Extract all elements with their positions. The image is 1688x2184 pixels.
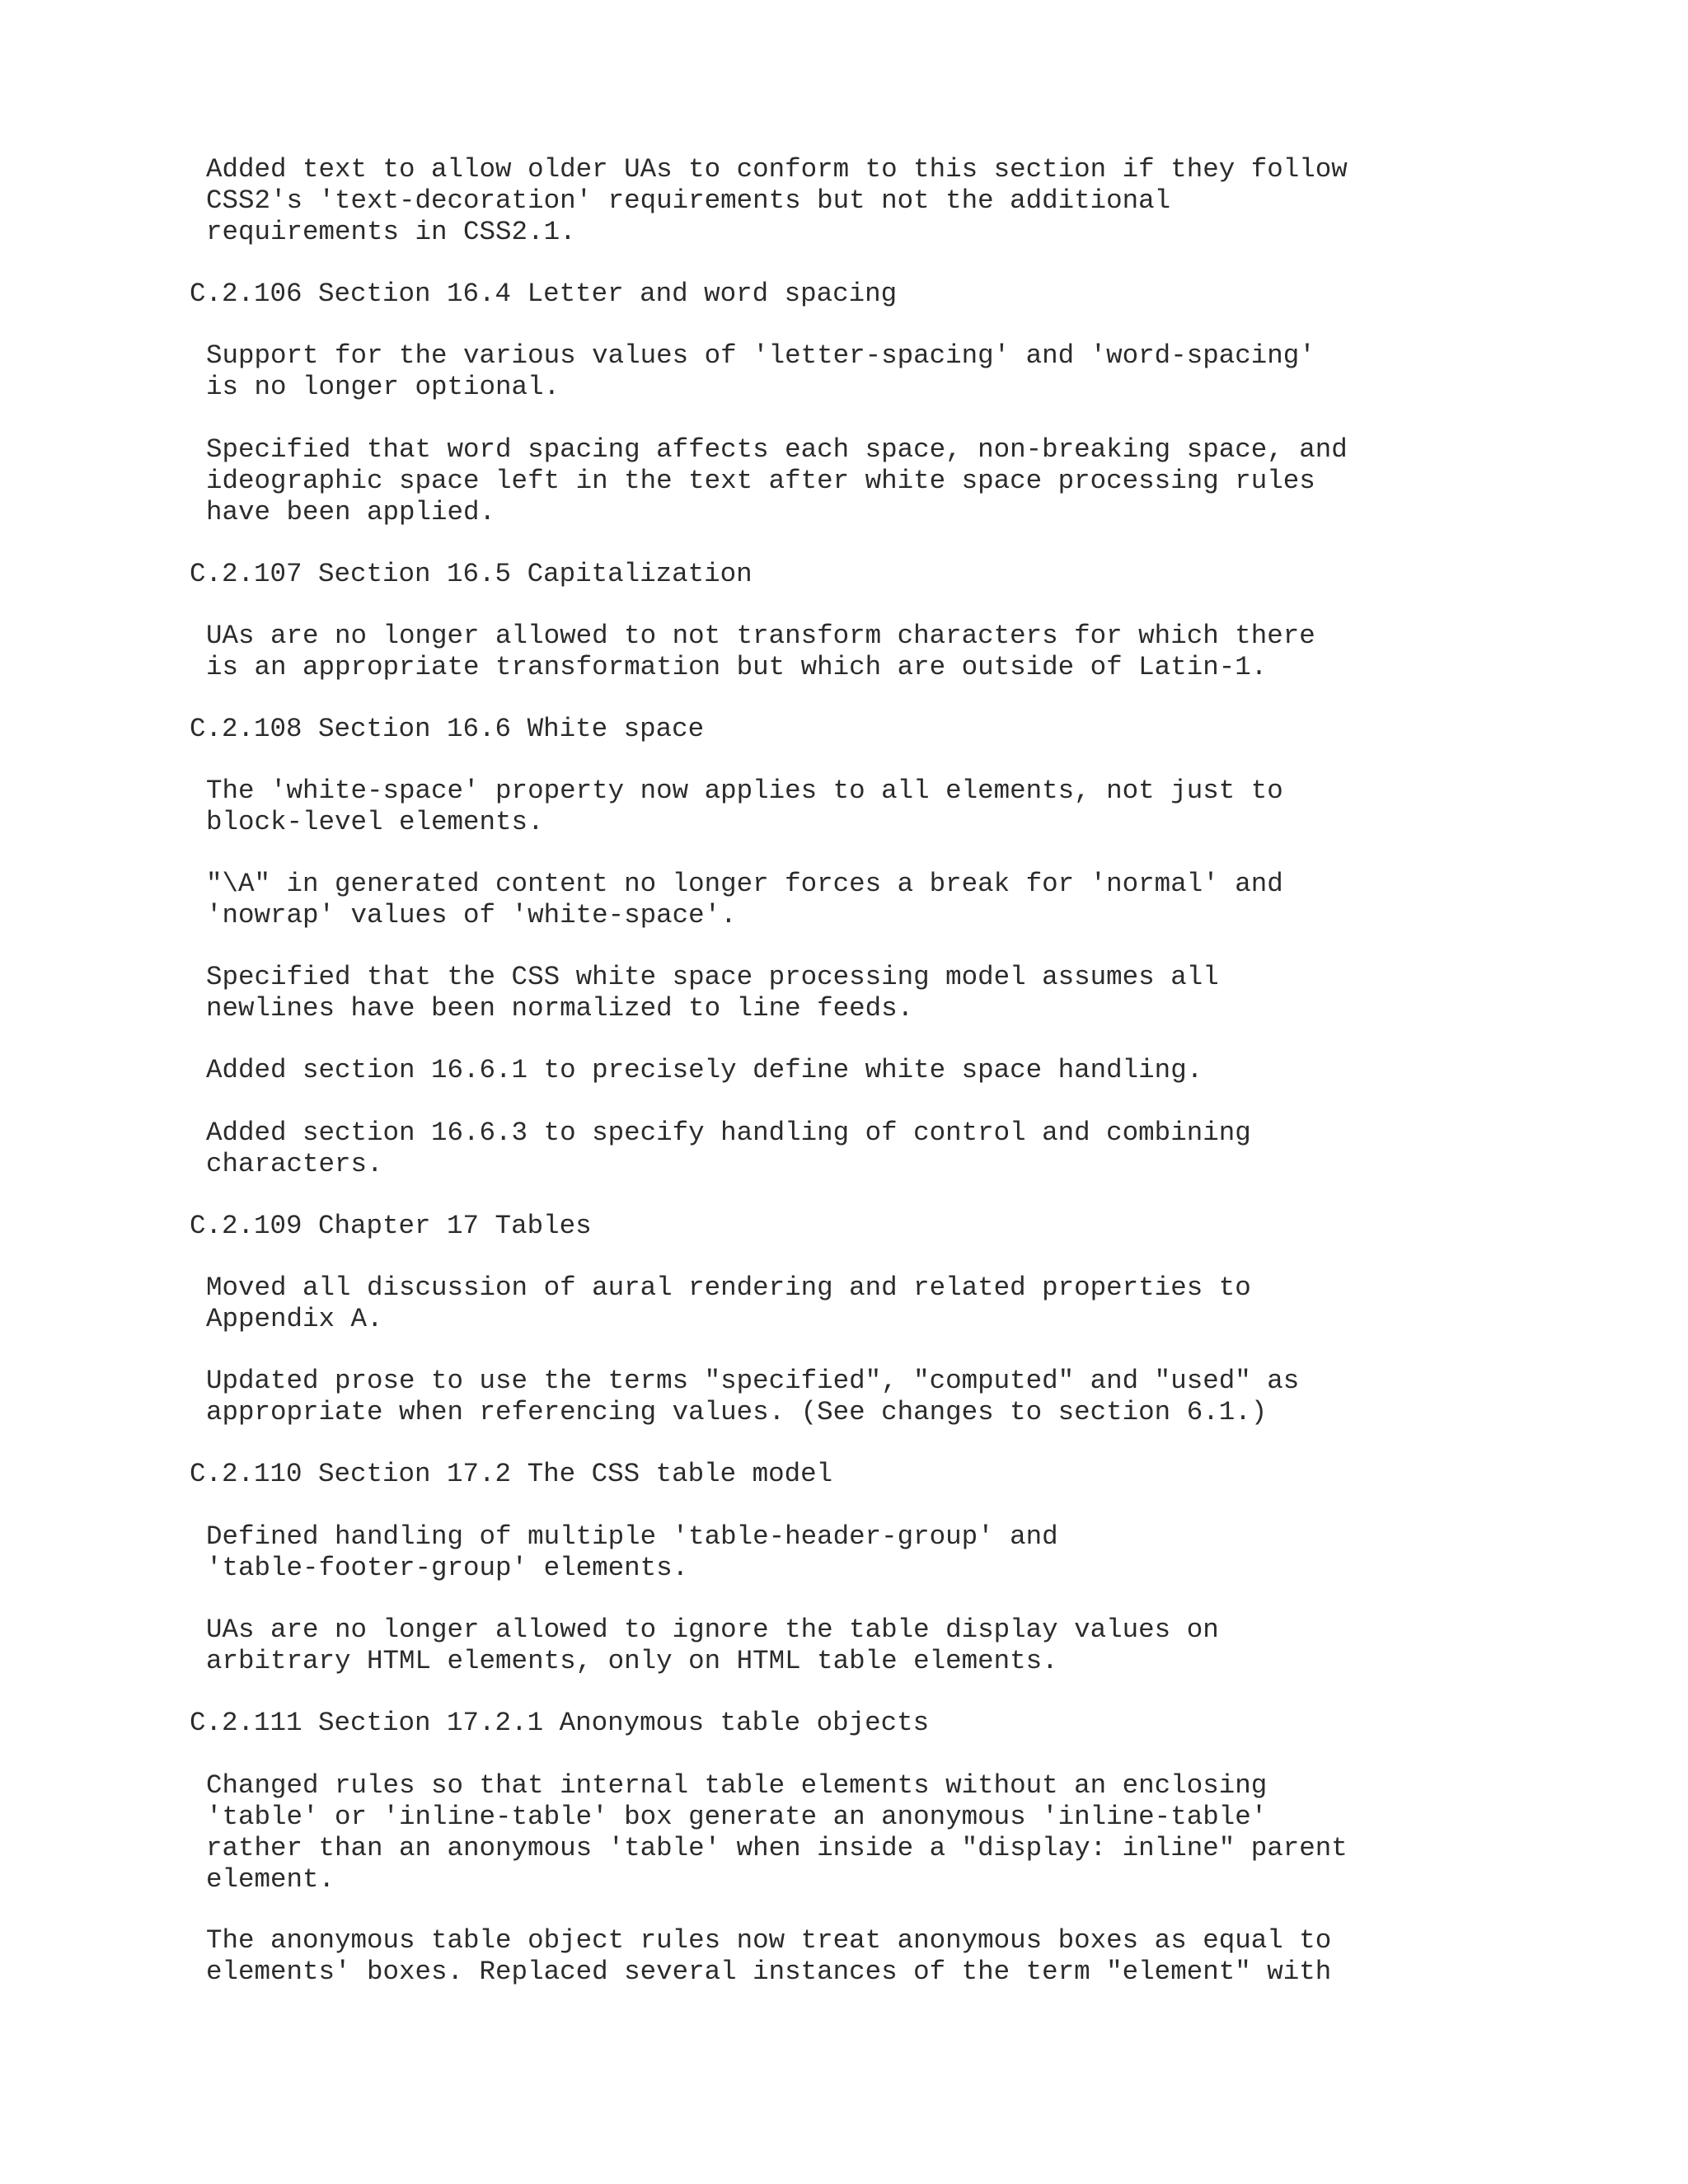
paragraph: The anonymous table object rules now treat anonymous boxes as equal to elements' boxes. Replaced several instances of the term "element" with <box>206 1925 1332 1987</box>
section-heading: C.2.106 Section 16.4 Letter and word spacing <box>190 279 898 309</box>
paragraph: Updated prose to use the terms "specified", "computed" and "used" as appropriate when referencing values. (See changes to section 6.1.) <box>206 1366 1300 1427</box>
section-heading: C.2.108 Section 16.6 White space <box>190 714 705 744</box>
paragraph: The 'white-space' property now applies to all elements, not just to block-level elements. <box>206 776 1283 837</box>
paragraph: Added section 16.6.1 to precisely define white space handling. <box>206 1055 1203 1085</box>
paragraph: Moved all discussion of aural rendering and related properties to Appendix A. <box>206 1272 1251 1334</box>
paragraph: Specified that word spacing affects each space, non-breaking space, and ideographic space left in the text after white space processing rules have been applied. <box>206 434 1348 527</box>
paragraph: UAs are no longer allowed to ignore the table display values on arbitrary HTML elements, only on HTML table elements. <box>206 1615 1219 1676</box>
section-heading: C.2.107 Section 16.5 Capitalization <box>190 559 753 589</box>
section-heading: C.2.110 Section 17.2 The CSS table model <box>190 1459 833 1489</box>
paragraph: Added section 16.6.3 to specify handling of control and combining characters. <box>206 1118 1251 1179</box>
paragraph: Specified that the CSS white space processing model assumes all newlines have been normalized to line feeds. <box>206 962 1219 1024</box>
paragraph: UAs are no longer allowed to not transform characters for which there is an appropriate transformation but which are outside of Latin-1. <box>206 621 1315 682</box>
section-heading: C.2.111 Section 17.2.1 Anonymous table objects <box>190 1708 930 1738</box>
section-heading: C.2.109 Chapter 17 Tables <box>190 1211 592 1241</box>
paragraph: "\A" in generated content no longer forces a break for 'normal' and 'nowrap' values of 'white-space'. <box>206 869 1283 930</box>
paragraph: Defined handling of multiple 'table-header-group' and 'table-footer-group' elements. <box>206 1521 1058 1583</box>
paragraph: Changed rules so that internal table elements without an enclosing 'table' or 'inline-table' box generate an anonymous 'inline-table' rather than an anonymous 'table' when inside a "display: inline" parent element. <box>206 1770 1348 1895</box>
paragraph: Support for the various values of 'letter-spacing' and 'word-spacing' is no longer optional. <box>206 340 1315 402</box>
paragraph: Added text to allow older UAs to conform to this section if they follow CSS2's 'text-decoration' requirements but not the additional requirements in CSS2.1. <box>206 154 1348 247</box>
